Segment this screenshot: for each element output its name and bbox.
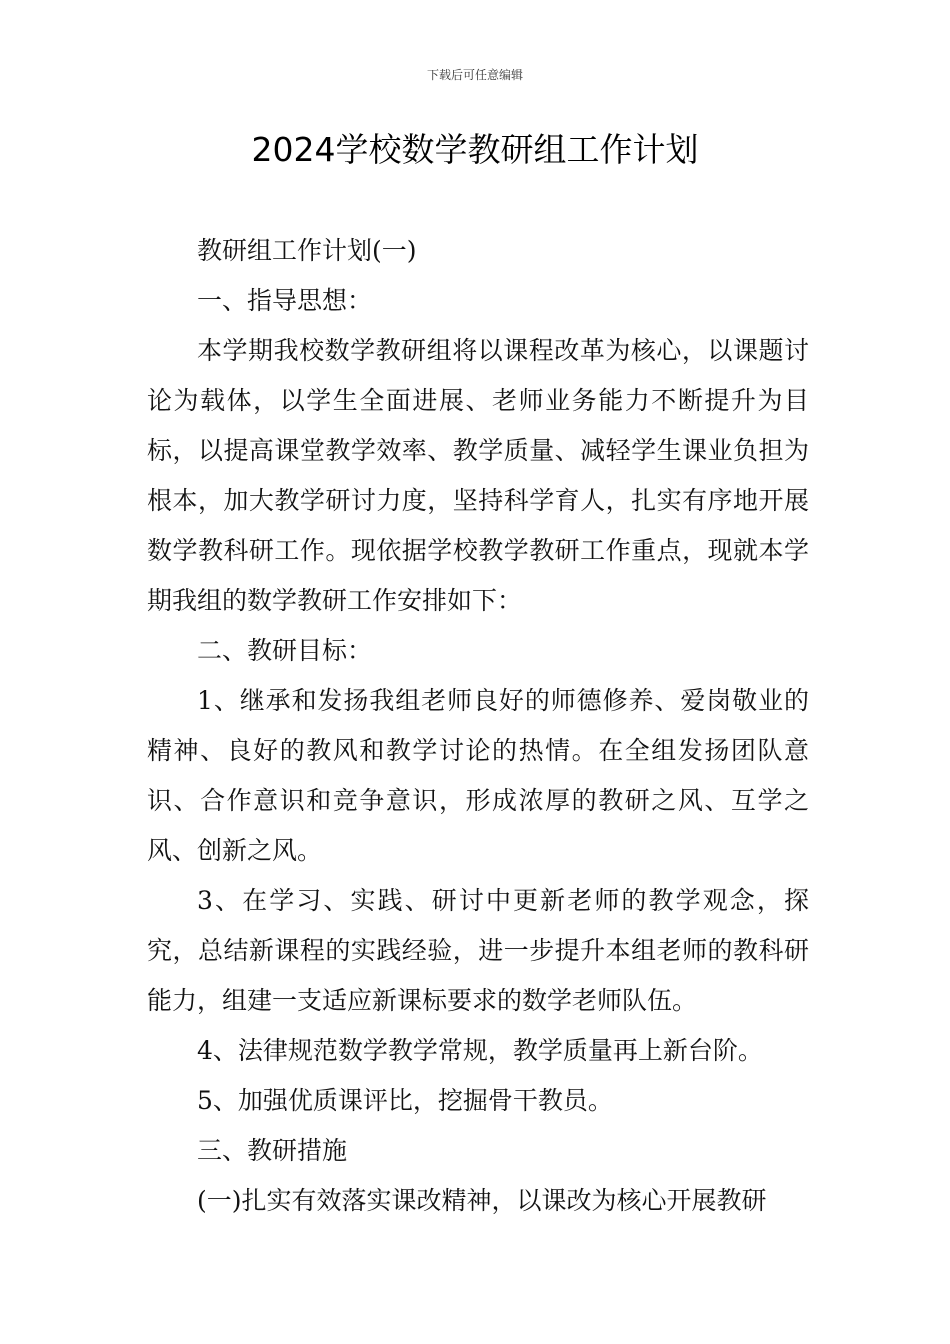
document-title: 2024学校数学教研组工作计划 bbox=[251, 130, 699, 169]
paragraph: 5、加强优质课评比，挖掘骨干教员。 bbox=[197, 1086, 613, 1115]
document-body bbox=[147, 226, 809, 1226]
section-heading: 三、教研措施 bbox=[197, 1136, 348, 1165]
section-heading: 二、教研目标： bbox=[197, 636, 373, 665]
paragraph: 1、继承和发扬我组老师良好的师德修养、爱岗敬业的精神、良好的教风和教学讨论的热情。在全组发扬团队意识、合作意识和竞争意识，形成浓厚的教研之风、互学之风、创新之风。 bbox=[147, 686, 809, 865]
paragraph: 4、法律规范数学教学常规，教学质量再上新台阶。 bbox=[197, 1036, 763, 1065]
paragraph: (一)扎实有效落实课改精神，以课改为核心开展教研 bbox=[197, 1186, 767, 1215]
section-heading: 一、指导思想： bbox=[197, 286, 373, 315]
paragraph: 3、在学习、实践、研讨中更新老师的教学观念，探究，总结新课程的实践经验，进一步提升本组老师的教科研能力，组建一支适应新课标要求的数学老师队伍。 bbox=[147, 886, 809, 1015]
paragraph: 本学期我校数学教研组将以课程改革为核心，以课题讨论为载体，以学生全面进展、老师业务能力不断提升为目标，以提高课堂教学效率、教学质量、减轻学生课业负担为根本，加大教学研讨力度，坚持科学育人，扎实有序地开展数学教科研工作。现依据学校教学教研工作重点，现就本学期我组的数学教研工作安排如下： bbox=[147, 336, 809, 615]
header-note: 下载后可任意编辑 bbox=[426, 68, 523, 82]
paragraph: 教研组工作计划(一) bbox=[197, 236, 417, 265]
